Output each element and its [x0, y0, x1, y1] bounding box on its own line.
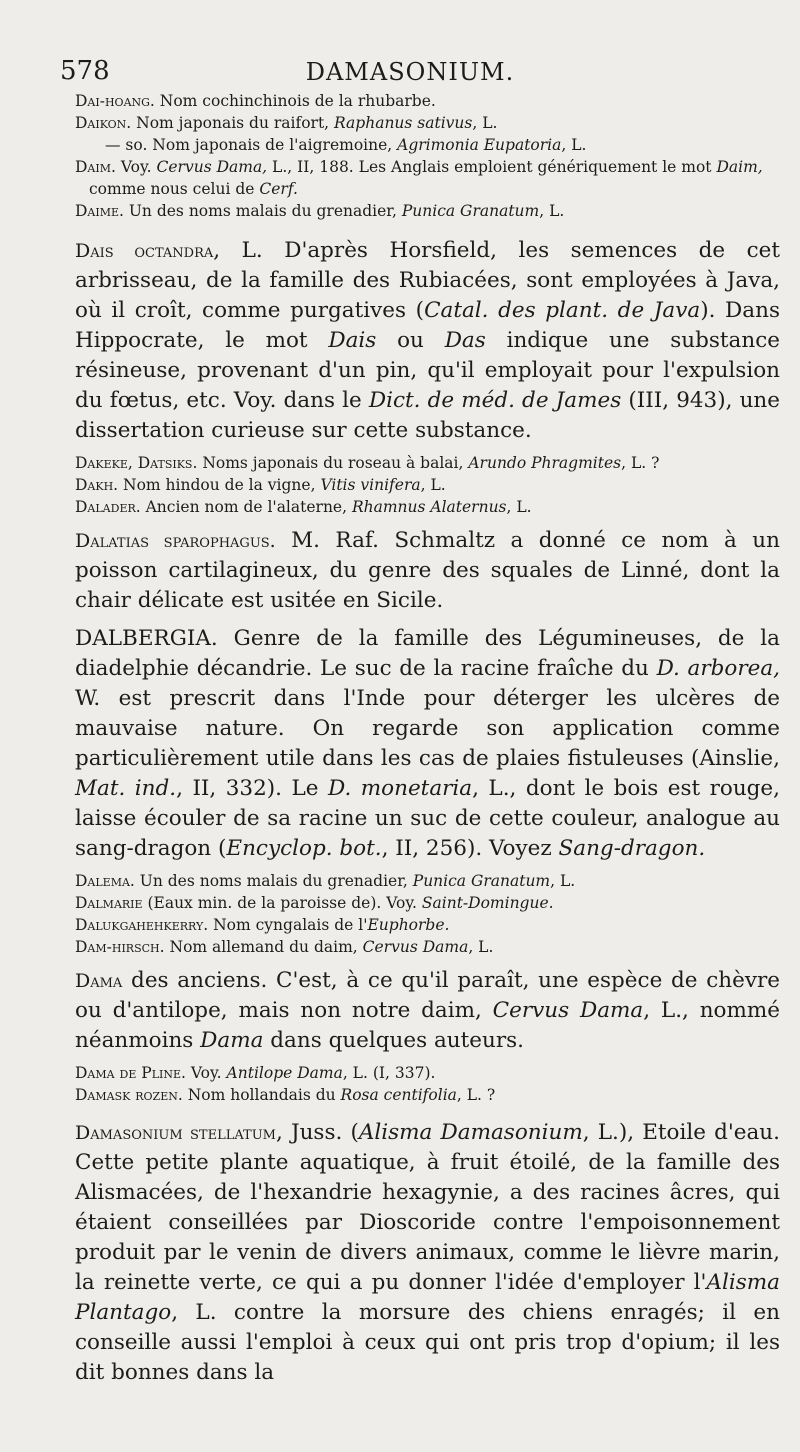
entry-dama: Dama des anciens. C'est, à ce qu'il paraît, une espèce de chèvre ou d'antilope, mais non notre daim, Cervus Dama, L., nommé néanmoins Dama dans quelques auteurs.: [75, 968, 780, 1053]
running-head: DAMASONIUM.: [305, 58, 515, 86]
entry-dalader: Dalader. Ancien nom de l'alaterne, Rhamnus Alaternus, L.: [75, 498, 532, 516]
entry-dam-hirsch: Dam-hirsch. Nom allemand du daim, Cervus Dama, L.: [75, 938, 494, 956]
entry-dalukgahehkerry: Dalukgahehkerry. Nom cyngalais de l'Euphorbe.: [75, 916, 450, 934]
entry-dalatias: Dalatias sparophagus. M. Raf. Schmaltz a donné ce nom à un poisson cartilagineux, du genre des squales de Linné, dont la chair délicate est usitée en Sicile.: [75, 528, 780, 613]
entry-dalbergia: DALBERGIA. Genre de la famille des Légumineuses, de la diadelphie décandrie. Le suc de la racine fraîche du D. arborea, W. est prescrit dans l'Inde pour déterger les ulcères de mauvaise nature. On regarde son application comme particulièrement utile dans les cas de plaies fistuleuses (Ainslie, Mat. ind., II, 332). Le D. monetaria, L., dont le bois est rouge, laisse écouler de sa racine un suc de cette couleur, analogue au sang-dragon (Encyclop. bot., II, 256). Voyez Sang-dragon.: [75, 626, 780, 861]
entry-dakh: Dakh. Nom hindou de la vigne, Vitis vinifera, L.: [75, 476, 446, 494]
entry-daikon: Daikon. Nom japonais du raifort, Raphanus sativus, L.: [75, 114, 498, 132]
entry-daim: Daim. Voy. Cervus Dama, L., II, 188. Les Anglais emploient génériquement le mot Daim, comme nous celui de Cerf.: [75, 158, 763, 198]
entry-dai-hoang: Dai-hoang. Nom cochinchinois de la rhubarbe.: [75, 92, 436, 110]
entry-dakeke: Dakeke, Datsiks. Noms japonais du roseau à balai, Arundo Phragmites, L. ?: [75, 454, 660, 472]
entry-dais-octandra: Dais octandra, L. D'après Horsfield, les semences de cet arbrisseau, de la famille des Rubiacées, sont employées à Java, où il croît, comme purgatives (Catal. des plant. de Java). Dans Hippocrate, le mot Dais ou Das indique une substance résineuse, provenant d'un pin, qu'il employait pour l'expulsion du fœtus, etc. Voy. dans le Dict. de méd. de James (III, 943), une dissertation curieuse sur cette substance.: [75, 238, 780, 443]
entry-damask-rozen: Damask rozen. Nom hollandais du Rosa centifolia, L. ?: [75, 1086, 496, 1104]
page-number: 578: [60, 56, 110, 86]
entry-daikon-so: — so. Nom japonais de l'aigremoine, Agrimonia Eupatoria, L.: [105, 136, 587, 154]
entry-damasonium: Damasonium stellatum, Juss. (Alisma Damasonium, L.), Etoile d'eau. Cette petite plante aquatique, à fruit étoilé, de la famille des Alismacées, de l'hexandrie hexagynie, a des racines âcres, qui étaient conseillées par Dioscoride contre l'empoisonnement produit par le venin de divers animaux, comme le lièvre marin, la reinette verte, ce qui a pu donner l'idée d'employer l'Alisma Plantago, L. contre la morsure des chiens enragés; il en conseille aussi l'emploi à ceux qui ont pris trop d'opium; il les dit bonnes dans la: [75, 1120, 780, 1385]
entries: [75, 90, 780, 1394]
page-header: [60, 52, 760, 88]
entry-dalmarie: Dalmarie (Eaux min. de la paroisse de). Voy. Saint-Domingue.: [75, 894, 554, 912]
entry-dalema: Dalema. Un des noms malais du grenadier, Punica Granatum, L.: [75, 872, 576, 890]
entry-daime: Daime. Un des noms malais du grenadier, Punica Granatum, L.: [75, 202, 565, 220]
entry-dama-de-pline: Dama de Pline. Voy. Antilope Dama, L. (I, 337).: [75, 1064, 436, 1082]
